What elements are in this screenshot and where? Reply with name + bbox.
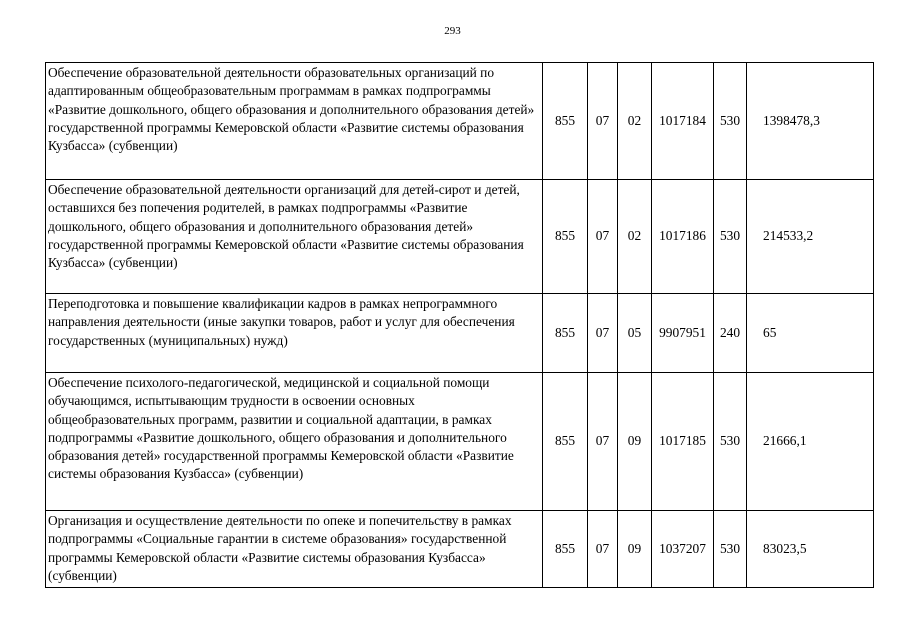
expense-type-code: 530 — [714, 180, 747, 294]
table-row — [46, 511, 874, 588]
target-code: 1017184 — [652, 63, 714, 180]
row-description: Переподготовка и повышение квалификации кадров в рамках непрограммного направления деятельности (иные закупки товаров, работ и услуг для обеспечения государственных (муниципальных) нужд) — [46, 294, 543, 373]
section-code: 07 — [588, 63, 618, 180]
ministry-code: 855 — [543, 373, 588, 511]
section-code: 07 — [588, 373, 618, 511]
target-code: 1017185 — [652, 373, 714, 511]
subsection-code: 09 — [618, 373, 652, 511]
expense-type-code: 530 — [714, 511, 747, 588]
subsection-code: 09 — [618, 511, 652, 588]
amount: 1398478,3 — [747, 63, 874, 180]
target-code: 1037207 — [652, 511, 714, 588]
ministry-code: 855 — [543, 511, 588, 588]
section-code: 07 — [588, 180, 618, 294]
expense-type-code: 530 — [714, 373, 747, 511]
ministry-code: 855 — [543, 63, 588, 180]
page-number: 293 — [444, 25, 461, 37]
amount: 21666,1 — [747, 373, 874, 511]
table-row — [46, 180, 874, 294]
subsection-code: 02 — [618, 180, 652, 294]
amount: 214533,2 — [747, 180, 874, 294]
section-code: 07 — [588, 511, 618, 588]
ministry-code: 855 — [543, 180, 588, 294]
subsection-code: 02 — [618, 63, 652, 180]
section-code: 07 — [588, 294, 618, 373]
target-code: 1017186 — [652, 180, 714, 294]
table-row — [46, 294, 874, 373]
ministry-code: 855 — [543, 294, 588, 373]
budget-table — [45, 62, 874, 588]
amount: 83023,5 — [747, 511, 874, 588]
table-row — [46, 373, 874, 511]
amount: 65 — [747, 294, 874, 373]
row-description: Организация и осуществление деятельности по опеке и попечительству в рамках подпрограммы «Социальные гарантии в системе образования» государственной программы Кемеровской области «Развитие системы образования Кузбасса» (субвенции) — [46, 511, 543, 588]
row-description: Обеспечение образовательной деятельности образовательных организаций по адаптированным общеобразовательным программам в рамках подпрограммы «Развитие дошкольного, общего образования и дополнительного образования детей» государственной программы Кемеровской области «Развитие системы образования Кузбасса» (субвенции) — [46, 63, 543, 180]
row-description: Обеспечение образовательной деятельности организаций для детей-сирот и детей, оставшихся без попечения родителей, в рамках подпрограммы «Развитие дошкольного, общего образования и дополнительного образования детей» государственной программы Кемеровской области «Развитие системы образования Кузбасса» (субвенции) — [46, 180, 543, 294]
table-row — [46, 63, 874, 180]
expense-type-code: 240 — [714, 294, 747, 373]
target-code: 9907951 — [652, 294, 714, 373]
expense-type-code: 530 — [714, 63, 747, 180]
subsection-code: 05 — [618, 294, 652, 373]
row-description: Обеспечение психолого-педагогической, медицинской и социальной помощи обучающимся, испытывающим трудности в освоении основных общеобразовательных программ, развитии и социальной адаптации, в рамках подпрограммы «Развитие дошкольного, общего образования и дополнительного образования детей» государственной программы Кемеровской области «Развитие системы образования Кузбасса» (субвенции) — [46, 373, 543, 511]
